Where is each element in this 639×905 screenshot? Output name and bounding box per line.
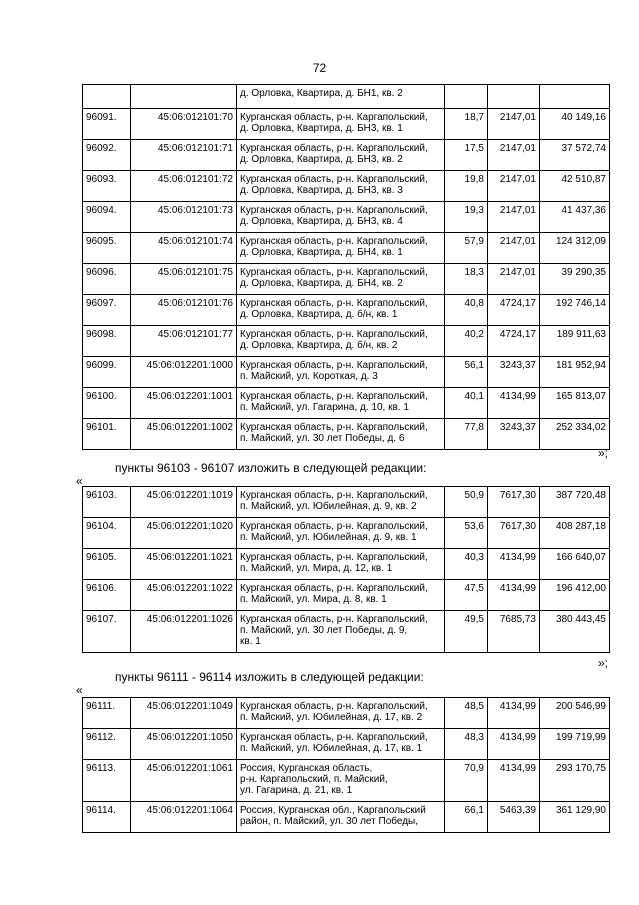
table-row-continuation — [83, 85, 610, 109]
table-row — [83, 326, 610, 357]
address-line: Курганская область, р-н. Каргапольский, — [240, 298, 428, 309]
total-cell — [540, 85, 610, 109]
cadastral-number-cell: 45:06:012101:77 — [131, 326, 237, 357]
unit-price-cell: 4134,99 — [488, 388, 540, 419]
address-line: Курганская область, р-н. Каргапольский, — [240, 329, 428, 340]
total-value-cell: 39 290,35 — [540, 264, 610, 295]
area-cell: 40,3 — [445, 549, 488, 580]
address-line: Курганская область, р-н. Каргапольский, — [240, 583, 428, 594]
total-value-cell: 361 129,90 — [540, 802, 610, 833]
address-cell — [237, 295, 445, 326]
address-line: д. Орловка, Квартира, д. БН4, кв. 2 — [240, 278, 403, 289]
item-number-cell: 96112. — [83, 729, 131, 760]
cadastral-number-cell: 45:06:012101:76 — [131, 295, 237, 326]
address-line: Курганская область, р-н. Каргапольский, — [240, 521, 428, 532]
area-cell — [445, 85, 488, 109]
total-value-cell: 181 952,94 — [540, 357, 610, 388]
address-cell — [237, 264, 445, 295]
item-number-cell: 96106. — [83, 580, 131, 611]
item-number-cell: 96100. — [83, 388, 131, 419]
total-value-cell: 192 746,14 — [540, 295, 610, 326]
address-line: Курганская область, р-н. Каргапольский, — [240, 732, 428, 743]
address-line: Курганская область, р-н. Каргапольский, — [240, 391, 428, 402]
address-cell — [237, 85, 445, 109]
cadastral-number-cell: 45:06:012201:1021 — [131, 549, 237, 580]
item-number-cell: 96114. — [83, 802, 131, 833]
cadastral-number-cell: 45:06:012201:1002 — [131, 419, 237, 450]
item-number-cell: 96103. — [83, 487, 131, 518]
address-line: Курганская область, р-н. Каргапольский, — [240, 267, 428, 278]
address-line: Курганская область, р-н. Каргапольский, — [240, 422, 428, 433]
total-value-cell: 166 640,07 — [540, 549, 610, 580]
item-number-cell: 96095. — [83, 233, 131, 264]
item-number-cell: 96099. — [83, 357, 131, 388]
address-line: р-н. Каргапольский, п. Майский, — [240, 774, 388, 785]
cadastral-number-cell: 45:06:012201:1064 — [131, 802, 237, 833]
address-line: п. Майский, ул. Юбилейная, д. 17, кв. 2 — [240, 712, 423, 723]
area-cell: 70,9 — [445, 760, 488, 802]
unit-price-cell: 2147,01 — [488, 264, 540, 295]
total-value-cell: 165 813,07 — [540, 388, 610, 419]
total-value-cell: 196 412,00 — [540, 580, 610, 611]
opening-quote: « — [76, 683, 83, 697]
total-value-cell: 293 170,75 — [540, 760, 610, 802]
address-line: Россия, Курганская обл., Каргапольский — [240, 805, 426, 816]
address-cell — [237, 326, 445, 357]
address-line: д. Орловка, Квартира, д. БН3, кв. 1 — [240, 123, 403, 134]
unit-price-cell: 7685,73 — [488, 611, 540, 653]
address-line: п. Майский, ул. Короткая, д. 3 — [240, 371, 378, 382]
total-value-cell: 387 720,48 — [540, 487, 610, 518]
area-cell: 56,1 — [445, 357, 488, 388]
address-cell — [237, 171, 445, 202]
unit-price-cell: 3243,37 — [488, 357, 540, 388]
area-cell: 53,6 — [445, 518, 488, 549]
address-line: п. Майский, ул. 30 лет Победы, д. 6 — [240, 433, 405, 444]
amendment-instruction: пункты 96103 - 96107 изложить в следующей редакции: — [115, 461, 427, 475]
unit-price-cell: 7617,30 — [488, 487, 540, 518]
address-line: Курганская область, р-н. Каргапольский, — [240, 552, 428, 563]
area-cell: 50,9 — [445, 487, 488, 518]
item-number-cell: 96105. — [83, 549, 131, 580]
table-row — [83, 202, 610, 233]
address-cell — [237, 202, 445, 233]
table-row — [83, 518, 610, 549]
cadastral-number-cell: 45:06:012101:75 — [131, 264, 237, 295]
unit-price-cell: 2147,01 — [488, 202, 540, 233]
property-table-1 — [82, 84, 610, 450]
area-cell: 19,3 — [445, 202, 488, 233]
unit-price-cell: 7617,30 — [488, 518, 540, 549]
item-number-cell: 96111. — [83, 698, 131, 729]
table-row — [83, 171, 610, 202]
address-cell — [237, 580, 445, 611]
page-number: 72 — [312, 61, 327, 75]
closing-quote: »; — [598, 656, 609, 670]
cadastral-number-cell: 45:06:012101:72 — [131, 171, 237, 202]
total-value-cell: 37 572,74 — [540, 140, 610, 171]
address-line: д. Орловка, Квартира, д. БН3, кв. 3 — [240, 185, 403, 196]
unit-price-cell: 2147,01 — [488, 171, 540, 202]
address-cell — [237, 419, 445, 450]
table-row — [83, 802, 610, 833]
address-line: д. Орловка, Квартира, д. б/н, кв. 2 — [240, 340, 398, 351]
table-row — [83, 611, 610, 653]
address-cell — [237, 729, 445, 760]
area-cell: 57,9 — [445, 233, 488, 264]
cadastral-number-cell: 45:06:012201:1019 — [131, 487, 237, 518]
address-cell — [237, 140, 445, 171]
table-row — [83, 357, 610, 388]
area-cell: 48,5 — [445, 698, 488, 729]
unit-price-cell: 3243,37 — [488, 419, 540, 450]
area-cell: 40,2 — [445, 326, 488, 357]
total-value-cell: 199 719,99 — [540, 729, 610, 760]
address-cell — [237, 802, 445, 833]
table-row — [83, 549, 610, 580]
address-line: д. Орловка, Квартира, д. БН4, кв. 1 — [240, 247, 403, 258]
item-number-cell: 96091. — [83, 109, 131, 140]
total-value-cell: 200 546,99 — [540, 698, 610, 729]
total-value-cell: 124 312,09 — [540, 233, 610, 264]
unit-price-cell: 4134,99 — [488, 729, 540, 760]
address-cell — [237, 549, 445, 580]
address-line: д. Орловка, Квартира, д. БН3, кв. 2 — [240, 154, 403, 165]
address-line: Курганская область, р-н. Каргапольский, — [240, 205, 428, 216]
cadastral-number-cell: 45:06:012201:1061 — [131, 760, 237, 802]
unit-price-cell: 4134,99 — [488, 580, 540, 611]
total-value-cell: 189 911,63 — [540, 326, 610, 357]
table-row — [83, 580, 610, 611]
item-number-cell: 96093. — [83, 171, 131, 202]
cadastral-cell — [131, 85, 237, 109]
price-cell — [488, 85, 540, 109]
cadastral-number-cell: 45:06:012101:73 — [131, 202, 237, 233]
closing-quote: »; — [598, 446, 609, 460]
total-value-cell: 40 149,16 — [540, 109, 610, 140]
table-row — [83, 264, 610, 295]
address-cell — [237, 357, 445, 388]
address-line: п. Майский, ул. Юбилейная, д. 9, кв. 2 — [240, 501, 417, 512]
address-line: район, п. Майский, ул. 30 лет Победы, — [240, 816, 419, 827]
total-value-cell: 42 510,87 — [540, 171, 610, 202]
table-row — [83, 487, 610, 518]
address-line: п. Майский, ул. Юбилейная, д. 9, кв. 1 — [240, 532, 417, 543]
table-row — [83, 140, 610, 171]
area-cell: 18,7 — [445, 109, 488, 140]
total-value-cell: 41 437,36 — [540, 202, 610, 233]
item-number-cell: 96096. — [83, 264, 131, 295]
address-line: Курганская область, р-н. Каргапольский, — [240, 236, 428, 247]
cadastral-number-cell: 45:06:012201:1049 — [131, 698, 237, 729]
area-cell: 77,8 — [445, 419, 488, 450]
table-row — [83, 760, 610, 802]
item-number-cell: 96092. — [83, 140, 131, 171]
address-line: Курганская область, р-н. Каргапольский, — [240, 614, 428, 625]
area-cell: 17,5 — [445, 140, 488, 171]
address-line: п. Майский, ул. Мира, д. 12, кв. 1 — [240, 563, 393, 574]
address-line: п. Майский, ул. Гагарина, д. 10, кв. 1 — [240, 402, 409, 413]
unit-price-cell: 4724,17 — [488, 295, 540, 326]
address-line: п. Майский, ул. Мира, д. 8, кв. 1 — [240, 594, 387, 605]
unit-price-cell: 2147,01 — [488, 140, 540, 171]
address-cell — [237, 233, 445, 264]
table-row — [83, 729, 610, 760]
cadastral-number-cell: 45:06:012101:74 — [131, 233, 237, 264]
cadastral-number-cell: 45:06:012201:1026 — [131, 611, 237, 653]
item-number-cell: 96094. — [83, 202, 131, 233]
total-value-cell: 408 287,18 — [540, 518, 610, 549]
address-cell — [237, 487, 445, 518]
cadastral-number-cell: 45:06:012201:1050 — [131, 729, 237, 760]
unit-price-cell: 2147,01 — [488, 233, 540, 264]
address-cell — [237, 611, 445, 653]
address-line: п. Майский, ул. Юбилейная, д. 17, кв. 1 — [240, 743, 423, 754]
area-cell: 40,8 — [445, 295, 488, 326]
unit-price-cell: 4134,99 — [488, 760, 540, 802]
area-cell: 18,3 — [445, 264, 488, 295]
address-line: д. Орловка, Квартира, д. б/н, кв. 1 — [240, 309, 398, 320]
item-number-cell: 96101. — [83, 419, 131, 450]
table-row — [83, 698, 610, 729]
address-line: Россия, Курганская область, — [240, 763, 373, 774]
area-cell: 49,5 — [445, 611, 488, 653]
cadastral-number-cell: 45:06:012201:1020 — [131, 518, 237, 549]
item-number-cell: 96097. — [83, 295, 131, 326]
table-row — [83, 233, 610, 264]
table-row — [83, 388, 610, 419]
unit-price-cell: 4134,99 — [488, 698, 540, 729]
unit-price-cell: 2147,01 — [488, 109, 540, 140]
item-number-cell: 96113. — [83, 760, 131, 802]
item-number-cell: 96107. — [83, 611, 131, 653]
address-line: ул. Гагарина, д. 21, кв. 1 — [240, 785, 353, 796]
address-cell — [237, 760, 445, 802]
address-line: кв. 1 — [240, 636, 261, 647]
address-cell — [237, 518, 445, 549]
cadastral-number-cell: 45:06:012101:71 — [131, 140, 237, 171]
number-cell — [83, 85, 131, 109]
table-row — [83, 295, 610, 326]
address-line: д. Орловка, Квартира, д. БН1, кв. 2 — [240, 88, 403, 99]
area-cell: 66,1 — [445, 802, 488, 833]
property-table-2 — [82, 486, 610, 653]
table-row — [83, 419, 610, 450]
cadastral-number-cell: 45:06:012201:1001 — [131, 388, 237, 419]
unit-price-cell: 4724,17 — [488, 326, 540, 357]
item-number-cell: 96104. — [83, 518, 131, 549]
area-cell: 48,3 — [445, 729, 488, 760]
address-cell — [237, 388, 445, 419]
total-value-cell: 380 443,45 — [540, 611, 610, 653]
table-row — [83, 109, 610, 140]
cadastral-number-cell: 45:06:012201:1022 — [131, 580, 237, 611]
item-number-cell: 96098. — [83, 326, 131, 357]
amendment-instruction: пункты 96111 - 96114 изложить в следующей редакции: — [115, 670, 424, 684]
property-table-3 — [82, 697, 610, 833]
address-line: п. Майский, ул. 30 лет Победы, д. 9, — [240, 625, 408, 636]
unit-price-cell: 5463,39 — [488, 802, 540, 833]
area-cell: 19,8 — [445, 171, 488, 202]
address-cell — [237, 109, 445, 140]
unit-price-cell: 4134,99 — [488, 549, 540, 580]
address-line: Курганская область, р-н. Каргапольский, — [240, 701, 428, 712]
total-value-cell: 252 334,02 — [540, 419, 610, 450]
address-line: Курганская область, р-н. Каргапольский, — [240, 143, 428, 154]
address-line: Курганская область, р-н. Каргапольский, — [240, 490, 428, 501]
area-cell: 47,5 — [445, 580, 488, 611]
cadastral-number-cell: 45:06:012201:1000 — [131, 357, 237, 388]
cadastral-number-cell: 45:06:012101:70 — [131, 109, 237, 140]
address-cell — [237, 698, 445, 729]
address-line: Курганская область, р-н. Каргапольский, — [240, 360, 428, 371]
address-line: Курганская область, р-н. Каргапольский, — [240, 174, 428, 185]
address-line: д. Орловка, Квартира, д. БН3, кв. 4 — [240, 216, 403, 227]
opening-quote: « — [76, 474, 83, 488]
area-cell: 40,1 — [445, 388, 488, 419]
address-line: Курганская область, р-н. Каргапольский, — [240, 112, 428, 123]
